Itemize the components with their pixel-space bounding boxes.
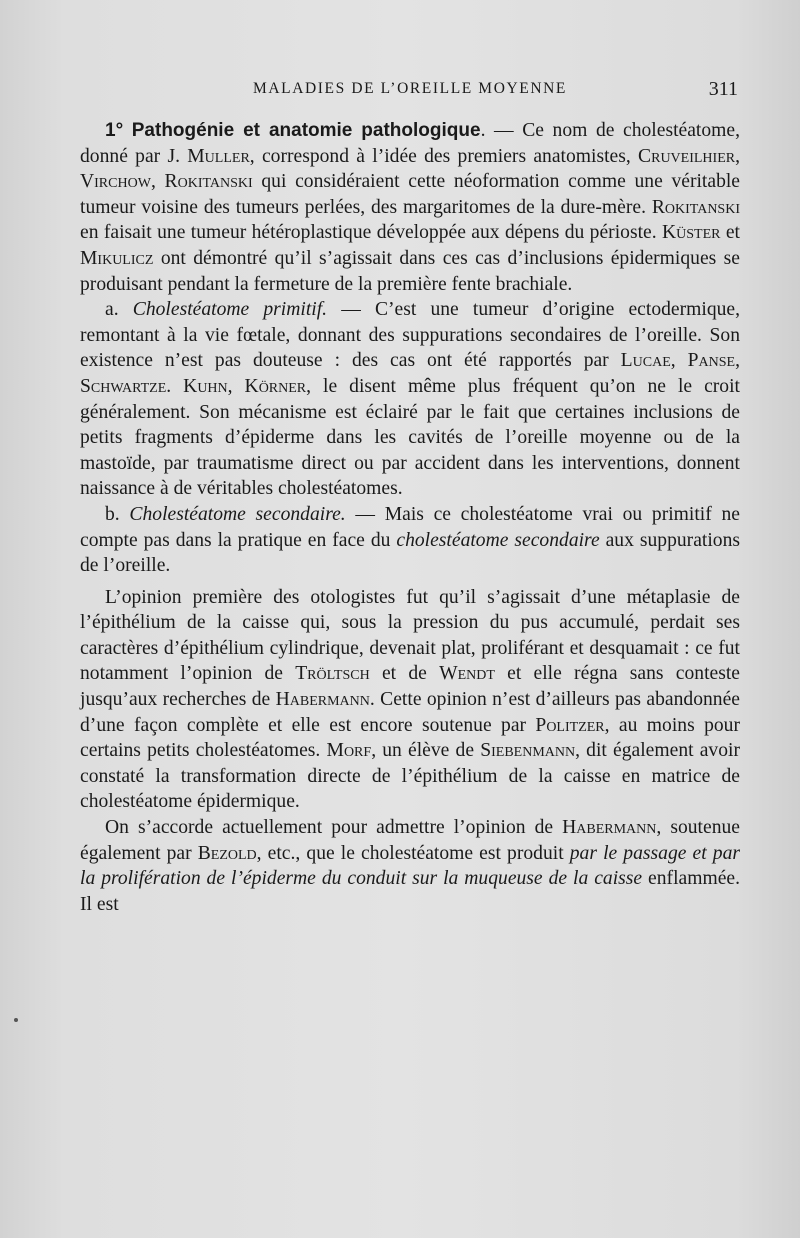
author-name: Morf [326,740,372,762]
text-run: enflammée. Il est [80,868,740,915]
text-run: , [670,350,688,372]
author-name: Kuhn [183,375,228,397]
text-run: en faisait une tumeur hétéroplastique développée aux dépens du périoste. [80,222,662,244]
paragraph-secondary [80,502,740,579]
text-run: , le disent même plus fréquent qu’on ne le croit généralement. Son mécanisme est éclairé par le fait que certaines inclusions de petits fragments d’épiderme dans les cavités de l’oreille moyenne ou de la mastoïde, par traumatisme direct ou par accident dans les interventions, donnent naissance à de véritables cholestéatomes. [80,375,740,500]
text-run: . [166,375,184,397]
author-name: Panse [687,350,736,372]
emphasis: par le passage et par la prolifération de l’épiderme du conduit sur la muqueuse de la caisse [80,842,740,890]
author-name: Habermann [275,689,370,711]
text-run: , [735,350,740,372]
author-name: Rokitanski [651,196,740,218]
author-name: Schwartze [80,375,167,397]
text-run: , soutenue également par [80,817,740,864]
section-heading: Pathogénie et anatomie pathologique [131,120,481,141]
running-title: MALADIES DE L’OREILLE MOYENNE [252,80,568,97]
paragraph-primitive [80,297,740,502]
text-run: et [720,222,740,244]
paragraph-pathogeny [80,118,740,297]
author-name: Küster [661,222,721,244]
text-run: , au moins pour certains petits cholestéatomes. [80,714,740,762]
paragraph-opinion [80,585,740,815]
text-run: , etc., que le cholestéatome est produit [256,842,570,864]
author-name: Rokitanski [164,171,253,193]
margin-speck [14,1018,18,1022]
author-name: Siebenmann [480,740,576,762]
body-text [80,118,740,917]
page-number: 311 [708,78,738,100]
text-run: et elle régna sans conteste jusqu’aux recherches de [80,663,740,711]
author-name: Cruveilhier [638,145,736,167]
author-name: Tröltsch [295,663,370,685]
text-run: qui considéraient cette néoformation comme une véritable tumeur voisine des tumeurs perlées, des margaritomes de la dure-mère. [80,171,741,218]
emphasis: cholestéatome secondaire [396,529,600,551]
subsection-title: Cholestéatome secondaire. [129,503,346,525]
section-number: 1° [105,120,124,141]
author-name: Lucae [620,350,671,372]
author-name: Virchow [80,171,151,193]
text-run: , [735,145,740,167]
author-name: Bezold [197,842,257,864]
text-run: , [227,375,245,397]
text-run: . — Ce nom de cholestéatome, donné par J. [80,120,740,167]
subsection-title: Cholestéatome primitif. [132,299,328,321]
author-name: Wendt [439,663,495,685]
subsection-letter: b. [105,503,120,525]
text-run: aux suppurations de l’oreille. [80,529,740,577]
text-run: ont démontré qu’il s’agissait dans ces cas d’inclusions épidermiques se produisant pendant la fermeture de la première fente brachiale. [80,247,740,295]
text-run: , dit également avoir constaté la transformation directe de l’épithélium de la caisse en matrice de cholestéatome épidermique. [80,740,740,813]
text-run: L’opinion première des otologistes fut qu’il s’agissait d’une métaplasie de l’épithélium de la caisse qui, sous la pression du pus accumulé, perdait ses caractères d’épithélium cylindrique, devenait plat, proliférant et desquamait : ce fut notamment l’opinion de [80,586,740,685]
running-header [80,78,740,102]
text-run: , [150,171,165,193]
text-run: , un élève de [371,740,481,762]
text-run: — C’est une tumeur d’origine ectodermique, remontant à la vie fœtale, donnant des suppurations secondaires de l’oreille. Son existence n’est pas douteuse : des cas ont été rapportés par [80,299,741,372]
paragraph-current-view [80,815,740,917]
author-name: Politzer [535,714,605,736]
author-name: Mikulicz [80,247,154,269]
author-name: Muller [187,145,250,167]
author-name: Habermann [562,817,657,839]
text-run: . Cette opinion n’est d’ailleurs pas abandonnée d’une façon complète et elle est encore soutenue par [80,689,740,736]
text-run: — Mais ce cholestéatome vrai ou primitif ne compte pas dans la pratique en face du [80,503,740,551]
author-name: Körner [244,375,307,397]
subsection-letter: a. [105,299,119,321]
text-run: et de [369,663,440,685]
text-run: , correspond à l’idée des premiers anatomistes, [249,145,639,167]
text-run: On s’accorde actuellement pour admettre l’opinion de [105,817,563,839]
